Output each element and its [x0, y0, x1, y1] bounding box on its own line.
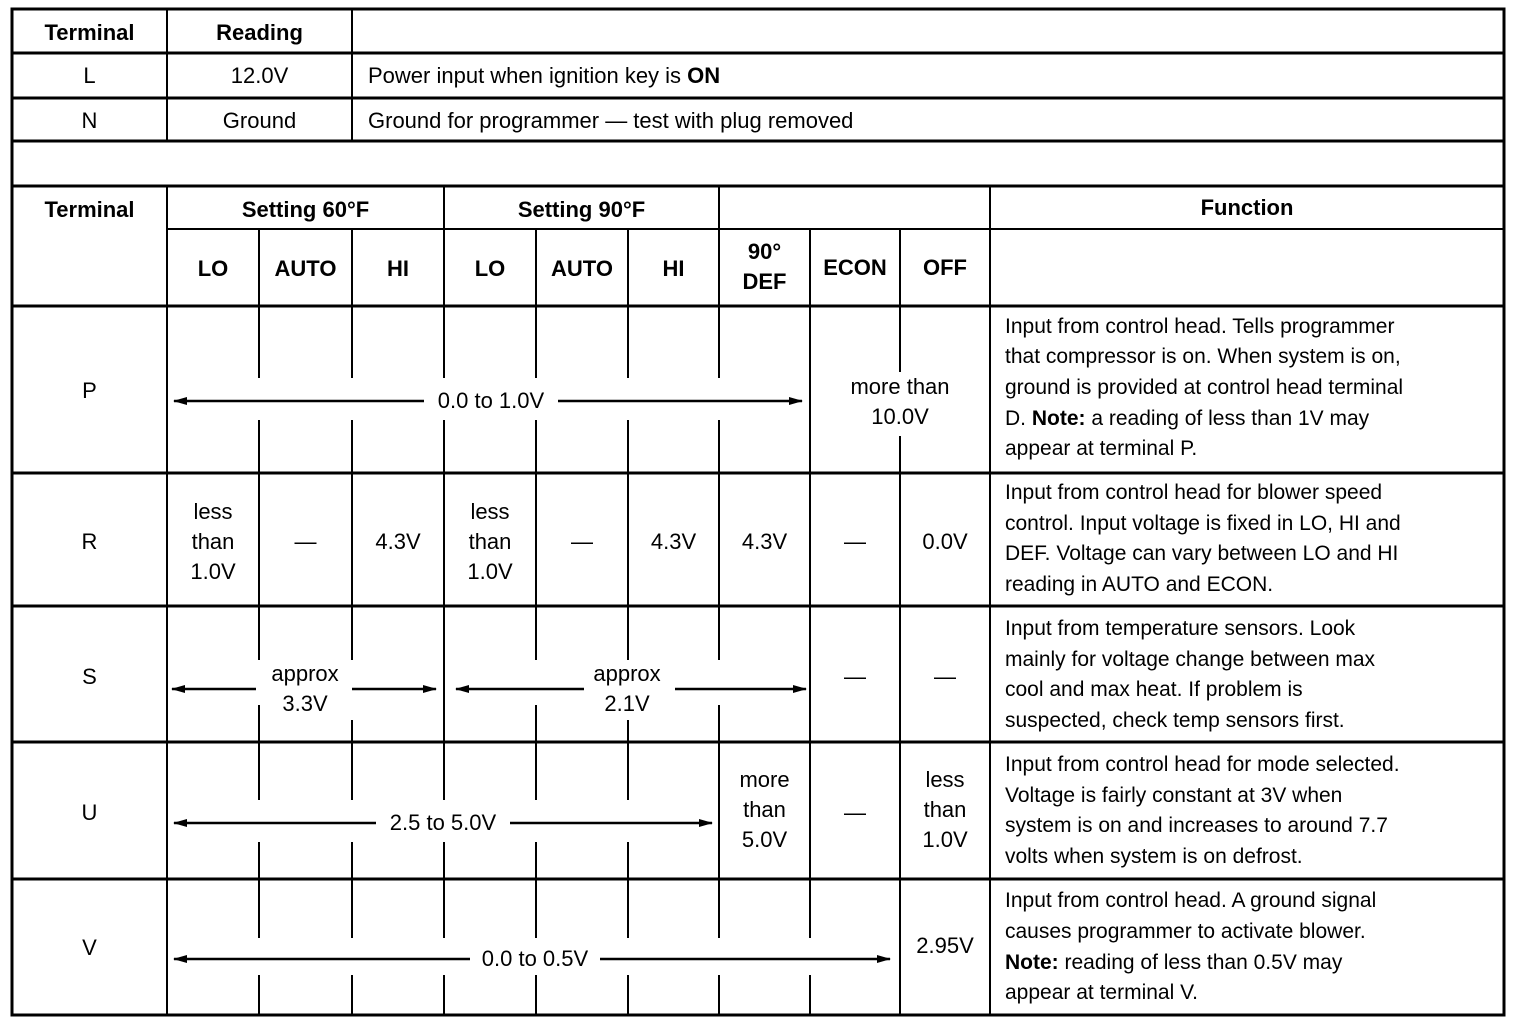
- row-s-range-90-line1: approx: [593, 661, 661, 686]
- subheader-auto-60: AUTO: [274, 256, 337, 281]
- row-v-function-line4: appear at terminal V.: [1005, 981, 1199, 1004]
- row-u-off-line2: than: [923, 797, 967, 822]
- row-p-function-note-label: Note:: [1031, 407, 1086, 430]
- row-s-function-line3: cool and max heat. If problem is: [1005, 678, 1303, 701]
- top-row-n-terminal: N: [81, 108, 98, 133]
- row-r-econ: —: [844, 529, 866, 554]
- row-r-function-line2: control. Input voltage is fixed in LO, HI and: [1005, 512, 1401, 535]
- row-p-function-line4-prefix: D.: [1005, 407, 1032, 430]
- row-u-def-line1: more: [739, 767, 790, 792]
- top-row-l-terminal: L: [83, 63, 96, 88]
- main-header-function: Function: [1200, 195, 1294, 220]
- top-row-l-description-text: Power input when ignition key is: [368, 63, 688, 88]
- row-r-lo-90-line2: than: [468, 529, 512, 554]
- row-p-more-than-line1: more than: [850, 374, 950, 399]
- row-p-function-line3: ground is provided at control head terminal: [1005, 376, 1404, 399]
- top-row-l-description-emphasis: ON: [687, 63, 721, 88]
- row-p-function-line2: that compressor is on. When system is on,: [1005, 345, 1401, 368]
- row-v-off: 2.95V: [916, 933, 974, 958]
- main-header-setting-90: Setting 90°F: [517, 197, 646, 222]
- row-r-lo-60-line2: than: [191, 529, 235, 554]
- row-r-auto-90: —: [571, 529, 593, 554]
- subheader-hi-90: HI: [662, 256, 685, 281]
- row-s-range-60-line2: 3.3V: [282, 691, 328, 716]
- row-s-off: —: [934, 664, 956, 689]
- subheader-auto-90: AUTO: [551, 256, 613, 281]
- subheader-90-def-line2: DEF: [742, 269, 787, 294]
- row-p-function-line4: [1005, 404, 1369, 435]
- row-u-function-line1: Input from control head for mode selected.: [1005, 753, 1400, 776]
- top-header-terminal: Terminal: [44, 20, 135, 45]
- row-v-terminal: V: [82, 935, 97, 960]
- row-u-econ: —: [844, 800, 866, 825]
- row-s-range-60-line1: approx: [271, 661, 339, 686]
- row-s-function-line1: Input from temperature sensors. Look: [1005, 617, 1356, 640]
- top-header-reading: Reading: [216, 20, 303, 45]
- row-r-function-line3: DEF. Voltage can vary between LO and HI: [1005, 542, 1399, 565]
- subheader-lo-60: LO: [197, 256, 229, 281]
- row-r-lo-90-line1: less: [470, 499, 510, 524]
- row-v-function-note-label: Note:: [1005, 951, 1059, 974]
- row-r-lo-60-line1: less: [193, 499, 233, 524]
- row-p-terminal: P: [82, 378, 97, 403]
- row-v-function-line3-rest: reading of less than 0.5V may: [1058, 951, 1343, 974]
- subheader-off: OFF: [923, 255, 967, 280]
- row-p-function-line1: Input from control head. Tells programmer: [1005, 315, 1395, 338]
- main-header-terminal: Terminal: [44, 197, 135, 222]
- row-r-auto-60: —: [294, 529, 317, 554]
- row-u-off-line3: 1.0V: [922, 827, 968, 852]
- row-v-function-line3: [1005, 948, 1342, 979]
- row-s-econ: —: [844, 664, 866, 689]
- row-u-def-line2: than: [743, 797, 786, 822]
- row-v-span-value: 0.0 to 0.5V: [481, 946, 589, 971]
- row-r-hi-90: 4.3V: [650, 529, 697, 554]
- row-s-function-line4: suspected, check temp sensors first.: [1005, 709, 1345, 732]
- row-u-function-line2: Voltage is fairly constant at 3V when: [1005, 784, 1343, 807]
- top-row-n-reading: Ground: [222, 108, 297, 133]
- row-u-function-line4: volts when system is on defrost.: [1005, 845, 1303, 868]
- row-s-range-90-line2: 2.1V: [604, 691, 650, 716]
- main-header-setting-60: Setting 60°F: [241, 197, 370, 222]
- row-v-function-line2: causes programmer to activate blower.: [1005, 920, 1366, 943]
- row-u-terminal: U: [81, 800, 98, 825]
- subheader-90-def-line1: 90°: [747, 239, 782, 264]
- row-r-def: 4.3V: [741, 529, 788, 554]
- row-r-terminal: R: [81, 529, 98, 554]
- row-s-terminal: S: [82, 664, 97, 689]
- row-u-off-line1: less: [925, 767, 965, 792]
- row-u-function-line3: system is on and increases to around 7.7: [1005, 814, 1388, 837]
- row-r-off: 0.0V: [922, 529, 968, 554]
- top-row-n-description: Ground for programmer — test with plug removed: [368, 108, 854, 133]
- row-r-function-line4: reading in AUTO and ECON.: [1005, 573, 1274, 596]
- row-r-lo-90-line3: 1.0V: [467, 559, 513, 584]
- subheader-econ: ECON: [823, 255, 887, 280]
- row-u-span-value: 2.5 to 5.0V: [389, 810, 497, 835]
- row-p-more-than-line2: 10.0V: [871, 404, 929, 429]
- row-r-hi-60: 4.3V: [375, 529, 421, 554]
- row-p-function-line5: appear at terminal P.: [1005, 437, 1198, 460]
- top-row-l-description: [368, 61, 720, 91]
- row-p-function-line4-rest: a reading of less than 1V may: [1085, 407, 1370, 430]
- row-r-lo-60-line3: 1.0V: [190, 559, 236, 584]
- row-p-span-value: 0.0 to 1.0V: [437, 388, 545, 413]
- subheader-hi-60: HI: [387, 256, 409, 281]
- top-row-l-reading: 12.0V: [230, 63, 289, 88]
- row-r-function-line1: Input from control head for blower speed: [1005, 481, 1383, 504]
- subheader-lo-90: LO: [474, 256, 506, 281]
- row-s-function-line2: mainly for voltage change between max: [1005, 648, 1376, 671]
- row-u-def-line3: 5.0V: [741, 827, 788, 852]
- row-v-function-line1: Input from control head. A ground signal: [1005, 889, 1377, 912]
